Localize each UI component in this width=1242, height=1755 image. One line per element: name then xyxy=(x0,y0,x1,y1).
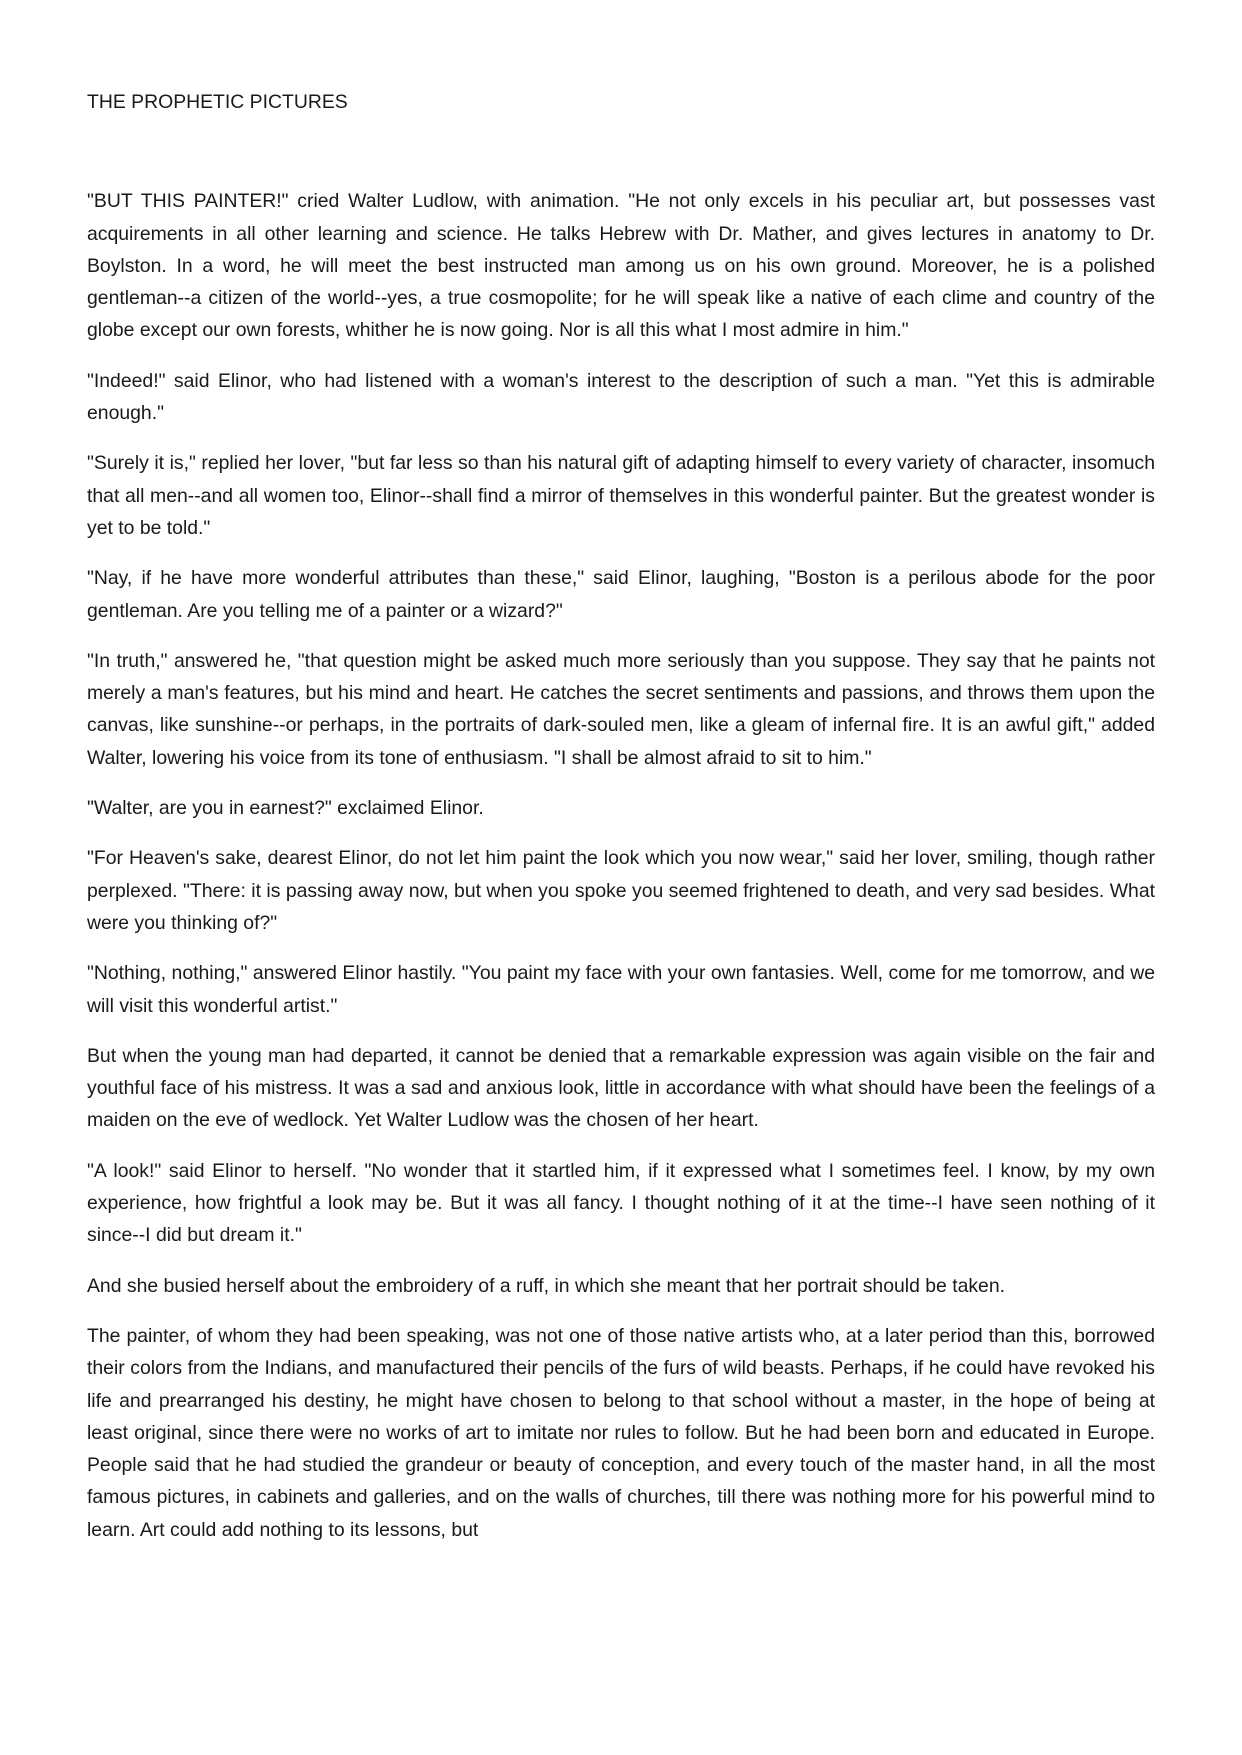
paragraph: The painter, of whom they had been speaking, was not one of those native artists who, at a later period than this, borrowed their colors from the Indians, and manufactured their pencils of the furs of wild beasts. Perhaps, if he could have revoked his life and prearranged his destiny, he might have chosen to belong to that school without a master, in the hope of being at least original, since there were no works of art to imitate nor rules to follow. But he had been born and educated in Europe. People said that he had studied the grandeur or beauty of conception, and every touch of the master hand, in all the most famous pictures, in cabinets and galleries, and on the walls of churches, till there was nothing more for his powerful mind to learn. Art could add nothing to its lessons, but xyxy=(87,1324,1155,1541)
paragraph: "Indeed!" said Elinor, who had listened with a woman's interest to the description of such a man. "Yet this is admirable enough." xyxy=(87,369,1155,425)
paragraph: "Surely it is," replied her lover, "but far less so than his natural gift of adapting himself to every variety of character, insomuch that all men--and all women too, Elinor--shall find a mirror of themselves in this wonderful painter. But the greatest wonder is yet to be told." xyxy=(87,452,1155,539)
paragraph: "In truth," answered he, "that question might be asked much more seriously than you suppose. They say that he paints not merely a man's features, but his mind and heart. He catches the secret sentiments and passions, and throws them upon the canvas, like sunshine--or perhaps, in the portraits of dark-souled men, like a gleam of infernal fire. It is an awful gift," added Walter, lowering his voice from its tone of enthusiasm. "I shall be almost afraid to sit to him." xyxy=(87,649,1155,769)
paragraph: "Walter, are you in earnest?" exclaimed Elinor. xyxy=(87,797,484,820)
document-page xyxy=(87,86,1155,1564)
paragraph: "For Heaven's sake, dearest Elinor, do not let him paint the look which you now wear," said her lover, smiling, though rather perplexed. "There: it is passing away now, but when you spoke you seemed frightened to death, and very sad besides. What were you thinking of?" xyxy=(87,847,1155,934)
paragraph: "Nothing, nothing," answered Elinor hastily. "You paint my face with your own fantasies. Well, come for me tomorrow, and we will visit this wonderful artist." xyxy=(87,962,1155,1017)
paragraph: "A look!" said Elinor to herself. "No wonder that it startled him, if it expressed what I sometimes feel. I know, by my own experience, how frightful a look may be. But it was all fancy. I thought nothing of it at the time--I have seen nothing of it since--I did but dream it." xyxy=(87,1159,1155,1247)
document-body xyxy=(87,185,1155,1546)
document-title: THE PROPHETIC PICTURES xyxy=(87,91,348,113)
paragraph: But when the young man had departed, it cannot be denied that a remarkable expression was again visible on the fair and youthful face of his mistress. It was a sad and anxious look, little in accordance with what should have been the feelings of a maiden on the eve of wedlock. Yet Walter Ludlow was the chosen of her heart. xyxy=(87,1044,1155,1132)
paragraph: And she busied herself about the embroidery of a ruff, in which she meant that her portrait should be taken. xyxy=(87,1274,1006,1297)
paragraph: "BUT THIS PAINTER!" cried Walter Ludlow, with animation. "He not only excels in his peculiar art, but possesses vast acquirements in all other learning and science. He talks Hebrew with Dr. Mather, and gives lectures in anatomy to Dr. Boylston. In a word, he will meet the best instructed man among us on his own ground. Moreover, he is a polished gentleman--a citizen of the world--yes, a true cosmopolite; for he will speak like a native of each clime and country of the globe except our own forests, whither he is now going. Nor is all this what I most admire in him." xyxy=(87,190,1155,342)
paragraph: "Nay, if he have more wonderful attributes than these," said Elinor, laughing, "Boston is a perilous abode for the poor gentleman. Are you telling me of a painter or a wizard?" xyxy=(87,567,1155,622)
